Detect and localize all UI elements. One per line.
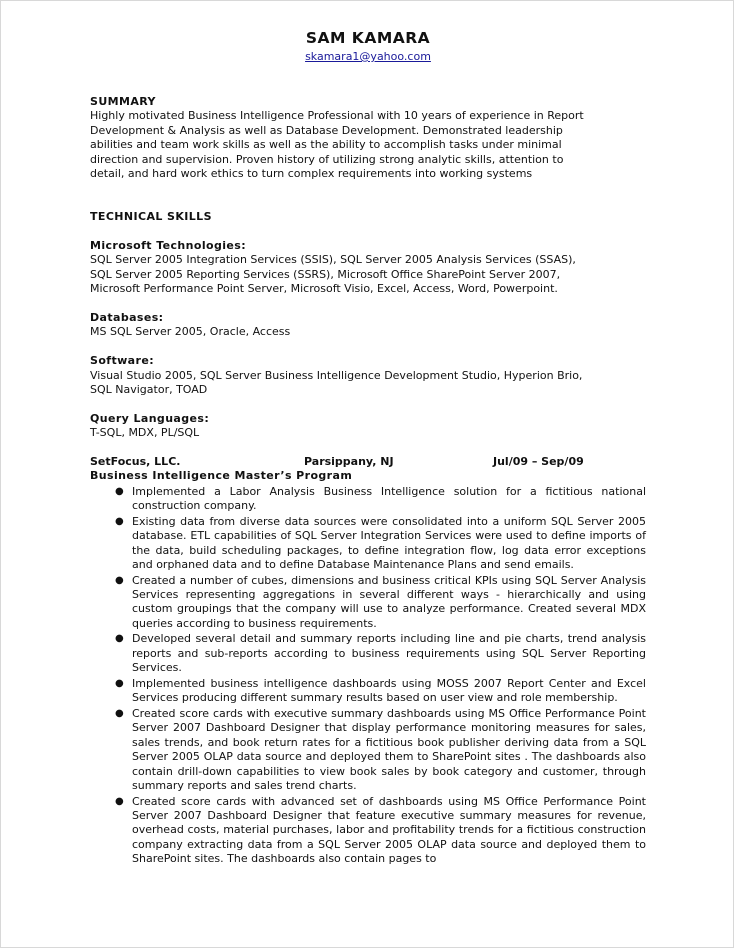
bullet-icon: ● — [115, 574, 124, 586]
job-location: Parsippany, NJ — [304, 455, 394, 469]
summary-line: Development & Analysis as well as Database Development. Demonstrated leadership — [90, 123, 563, 137]
bullet-icon: ● — [115, 677, 124, 689]
bullet-text: Implemented business intelligence dashboards using MOSS 2007 Report Center and Excel Services producing different summary results based on user view and role membership. — [132, 676, 646, 705]
skill-group-title: Software: — [90, 354, 154, 368]
candidate-name: SAM KAMARA — [305, 29, 431, 47]
job-program: Business Intelligence Master’s Program — [90, 469, 353, 483]
summary-line: direction and supervision. Proven history of utilizing strong analytic skills, attention to — [90, 152, 564, 166]
summary-heading: SUMMARY — [90, 95, 156, 108]
bullet-icon: ● — [115, 633, 124, 645]
technical-skills-heading: TECHNICAL SKILLS — [90, 210, 212, 224]
bullet-icon: ● — [115, 795, 124, 807]
candidate-email[interactable]: skamara1@yahoo.com — [305, 50, 431, 63]
list-item — [90, 632, 650, 675]
summary-section — [90, 109, 650, 181]
job-bullets — [90, 485, 650, 867]
skill-group-title: Query Languages: — [90, 411, 210, 425]
list-item — [90, 574, 650, 632]
bullet-icon: ● — [115, 485, 124, 497]
bullet-text: Implemented a Labor Analysis Business Intelligence solution for a fictitious national construction company. — [132, 484, 646, 513]
job-header — [90, 455, 650, 469]
bullet-text: Created score cards with advanced set of dashboards using MS Office Performance Point Server 2007 Dashboard Designer that feature executive summary measures for revenue, overhead costs, material purchases, labor and profitability trends for a fictitious construction company extracting data from a SQL Server 2005 OLAP data source and deployed them to SharePoint sites. The dashboards also contain pages to — [132, 794, 646, 866]
skill-line: MS SQL Server 2005, Oracle, Access — [90, 325, 291, 339]
skill-line: SQL Server 2005 Reporting Services (SSRS), Microsoft Office SharePoint Server 2007, — [90, 267, 561, 281]
list-item — [90, 515, 650, 573]
summary-line: Highly motivated Business Intelligence Professional with 10 years of experience in Report — [90, 109, 584, 123]
skill-line: T-SQL, MDX, PL/SQL — [90, 426, 200, 440]
skill-group-title: Microsoft Technologies: — [90, 239, 247, 253]
bullet-text: Created score cards with executive summary dashboards using MS Office Performance Point Server 2007 Dashboard Designer that display performance monitoring measures for sales, sales trends, and book return rates for a fictitious book publisher deriving data from a SQL Server 2005 OLAP data source and deployed them to SharePoint sites . The dashboards also contain drill-down capabilities to view book sales by book category and customer, through summary reports and sales trend charts. — [132, 706, 646, 792]
skill-group-title: Databases: — [90, 311, 164, 325]
skill-line: SQL Navigator, TOAD — [90, 383, 208, 397]
bullet-icon: ● — [115, 515, 124, 527]
job-dates: Jul/09 – Sep/09 — [493, 455, 584, 469]
skill-line: SQL Server 2005 Integration Services (SSIS), SQL Server 2005 Analysis Services (SSAS), — [90, 253, 576, 267]
job-company: SetFocus, LLC. — [90, 455, 181, 469]
skill-line: Microsoft Performance Point Server, Microsoft Visio, Excel, Access, Word, Powerpoint. — [90, 282, 558, 296]
bullet-text: Existing data from diverse data sources were consolidated into a uniform SQL Server 2005 database. ETL capabilities of SQL Server Integration Services were used to define imports of the data, build scheduling packages, to define integration flow, log data error exceptions and orphaned data and to define Database Maintenance Plans and send emails. — [132, 514, 646, 572]
list-item — [90, 707, 650, 793]
bullet-text: Developed several detail and summary reports including line and pie charts, trend analysis reports and sub-reports according to business requirements using SQL Server Reporting Services. — [132, 632, 646, 675]
resume-body — [90, 95, 650, 868]
bullet-icon: ● — [115, 707, 124, 719]
summary-line: detail, and hard work ethics to turn complex requirements into working systems — [90, 167, 533, 181]
skill-line: Visual Studio 2005, SQL Server Business Intelligence Development Studio, Hyperion Brio, — [90, 368, 583, 382]
list-item — [90, 795, 650, 867]
list-item — [90, 485, 650, 514]
bullet-text: Created a number of cubes, dimensions and business critical KPIs using SQL Server Analysis Services representing aggregations in several different ways - hierarchically and using custom groupings that the company will use to analyze performance. Created several MDX queries according to business requirements. — [132, 573, 646, 630]
summary-line: abilities and team work skills as well as the ability to accomplish tasks under minimal — [90, 138, 562, 152]
list-item — [90, 677, 650, 706]
